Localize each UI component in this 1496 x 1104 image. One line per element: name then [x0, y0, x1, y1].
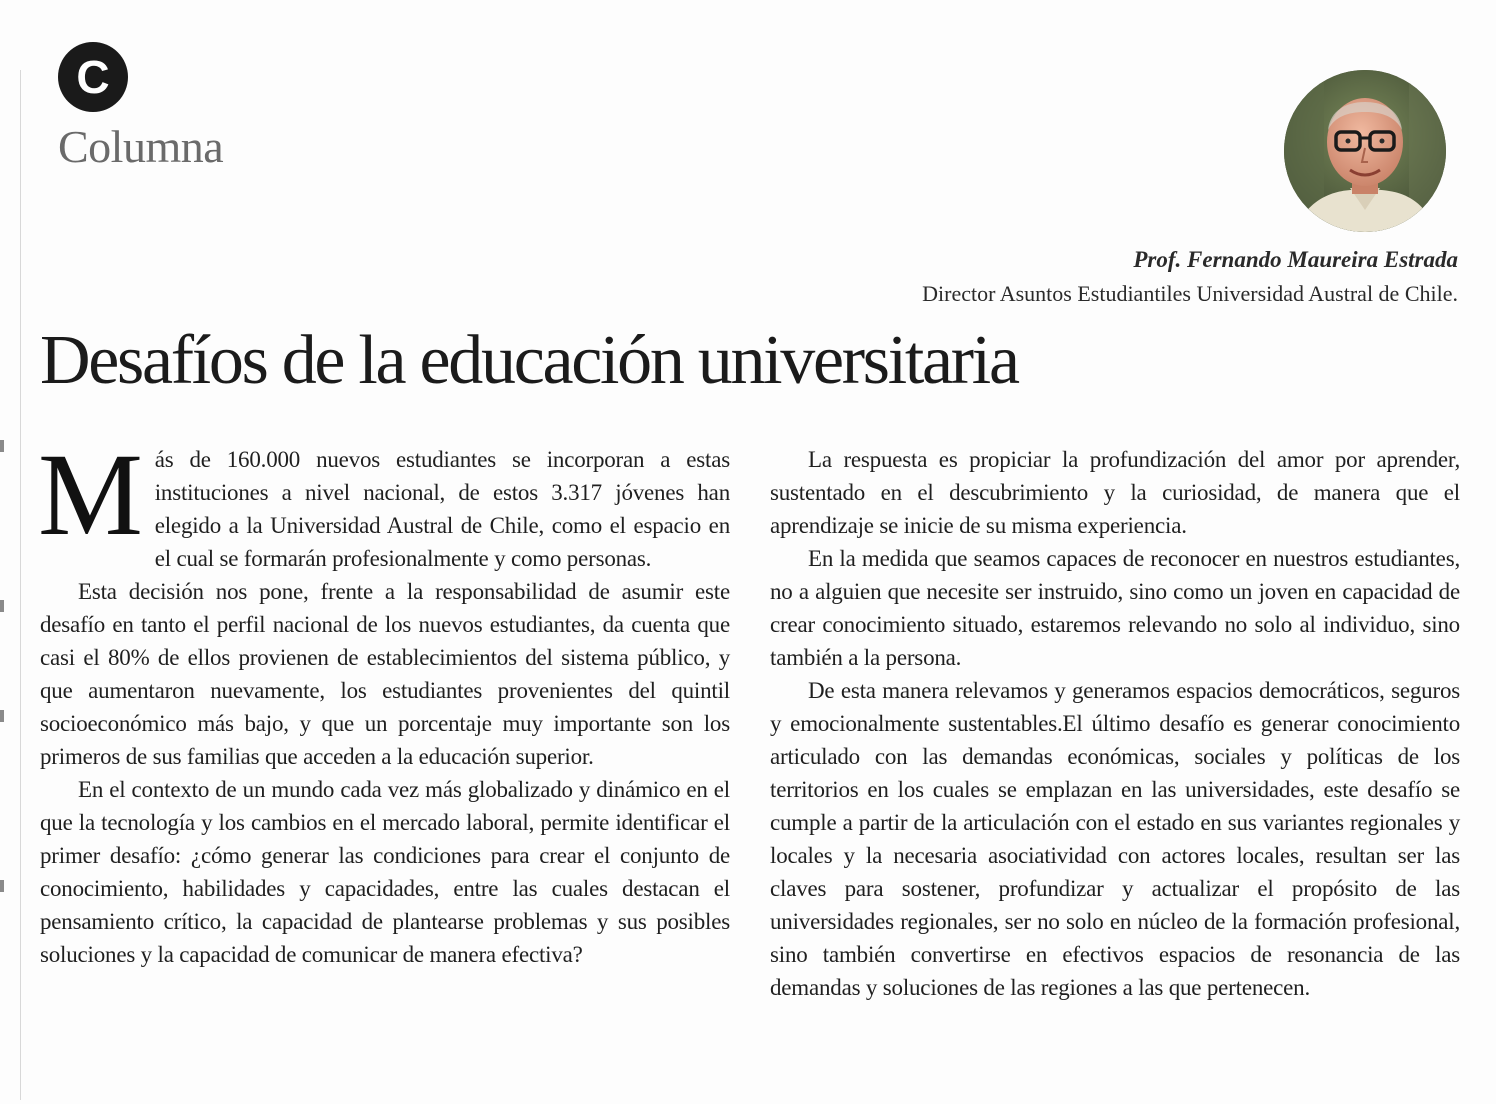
author-photo — [1284, 70, 1446, 232]
author-name: Prof. Fernando Maureira Estrada — [1133, 247, 1458, 272]
page-edge-mark — [0, 440, 4, 452]
article-paragraph: La respuesta es propiciar la profundización del amor por aprender, sustentado en el descubrimiento y la curiosidad, de manera que el aprendizaje se inicie de su misma experiencia. — [770, 447, 1460, 538]
author-portrait-image — [1284, 70, 1446, 232]
author-role: Director Asuntos Estudiantiles Universidad Austral de Chile. — [922, 281, 1458, 306]
dropcap: M — [38, 429, 143, 560]
page-edge-mark — [0, 600, 4, 612]
article-column-left — [38, 429, 730, 971]
article-paragraph: En el contexto de un mundo cada vez más globalizado y dinámico en el que la tecnología y los cambios en el mercado laboral, permite identificar el primer desafío: ¿cómo generar las condiciones para crear el conjunto de conocimiento, habilidades y capacidades, entre las cuales destacan el pensamiento crítico, la capacidad de plantearse problemas y sus posibles soluciones y la capacidad de comunicar de manera efectiva? — [40, 777, 730, 967]
article-paragraph — [38, 429, 730, 575]
page-edge-mark — [0, 710, 4, 722]
page-edge-mark — [0, 880, 4, 892]
article-column-right — [770, 443, 1460, 1004]
section-badge — [58, 42, 128, 112]
paragraph-text: ás de 160.000 nuevos estudiantes se incorporan a estas instituciones a nivel nacional, de estos 3.317 jóvenes han elegido a la Universidad Austral de Chile, como el espacio en el cual se formarán profesionalmente y como personas. — [154, 447, 730, 571]
section-label: Columna — [58, 121, 224, 172]
section-badge-letter: C — [76, 51, 110, 103]
page-edge-line — [20, 70, 21, 1100]
article-paragraph: En la medida que seamos capaces de reconocer en nuestros estudiantes, no a alguien que necesite ser instruido, sino como un joven en capacidad de crear conocimiento situado, estaremos relevando no solo al individuo, sino también a la persona. — [770, 546, 1460, 670]
headline: Desafíos de la educación universitaria — [40, 322, 1018, 399]
article-paragraph: De esta manera relevamos y generamos espacios democráticos, seguros y emocionalmente sustentables.El último desafío es generar conocimiento articulado con las demandas económicas, sociales y políticas de los territorios en los cuales se emplazan en las universidades, este desafío se cumple a partir de la articulación con el estado en sus variantes regionales y locales y la necesaria asociatividad con actores locales, resultan ser las claves para sostener, profundizar y actualizar el propósito de las universidades regionales, ser no solo en núcleo de la formación profesional, sino también convertirse en efectivos espacios de resonancia de las demandas y soluciones de las regiones a las que pertenecen. — [770, 678, 1460, 1000]
article-paragraph: Esta decisión nos pone, frente a la responsabilidad de asumir este desafío en tanto el perfil nacional de los nuevos estudiantes, da cuenta que casi el 80% de ellos provienen de establecimientos del sistema público, y que aumentaron nuevamente, los estudiantes provenientes del quintil socioeconómico más bajo, y que un porcentaje muy importante son los primeros de sus familias que acceden a la educación superior. — [40, 579, 730, 769]
